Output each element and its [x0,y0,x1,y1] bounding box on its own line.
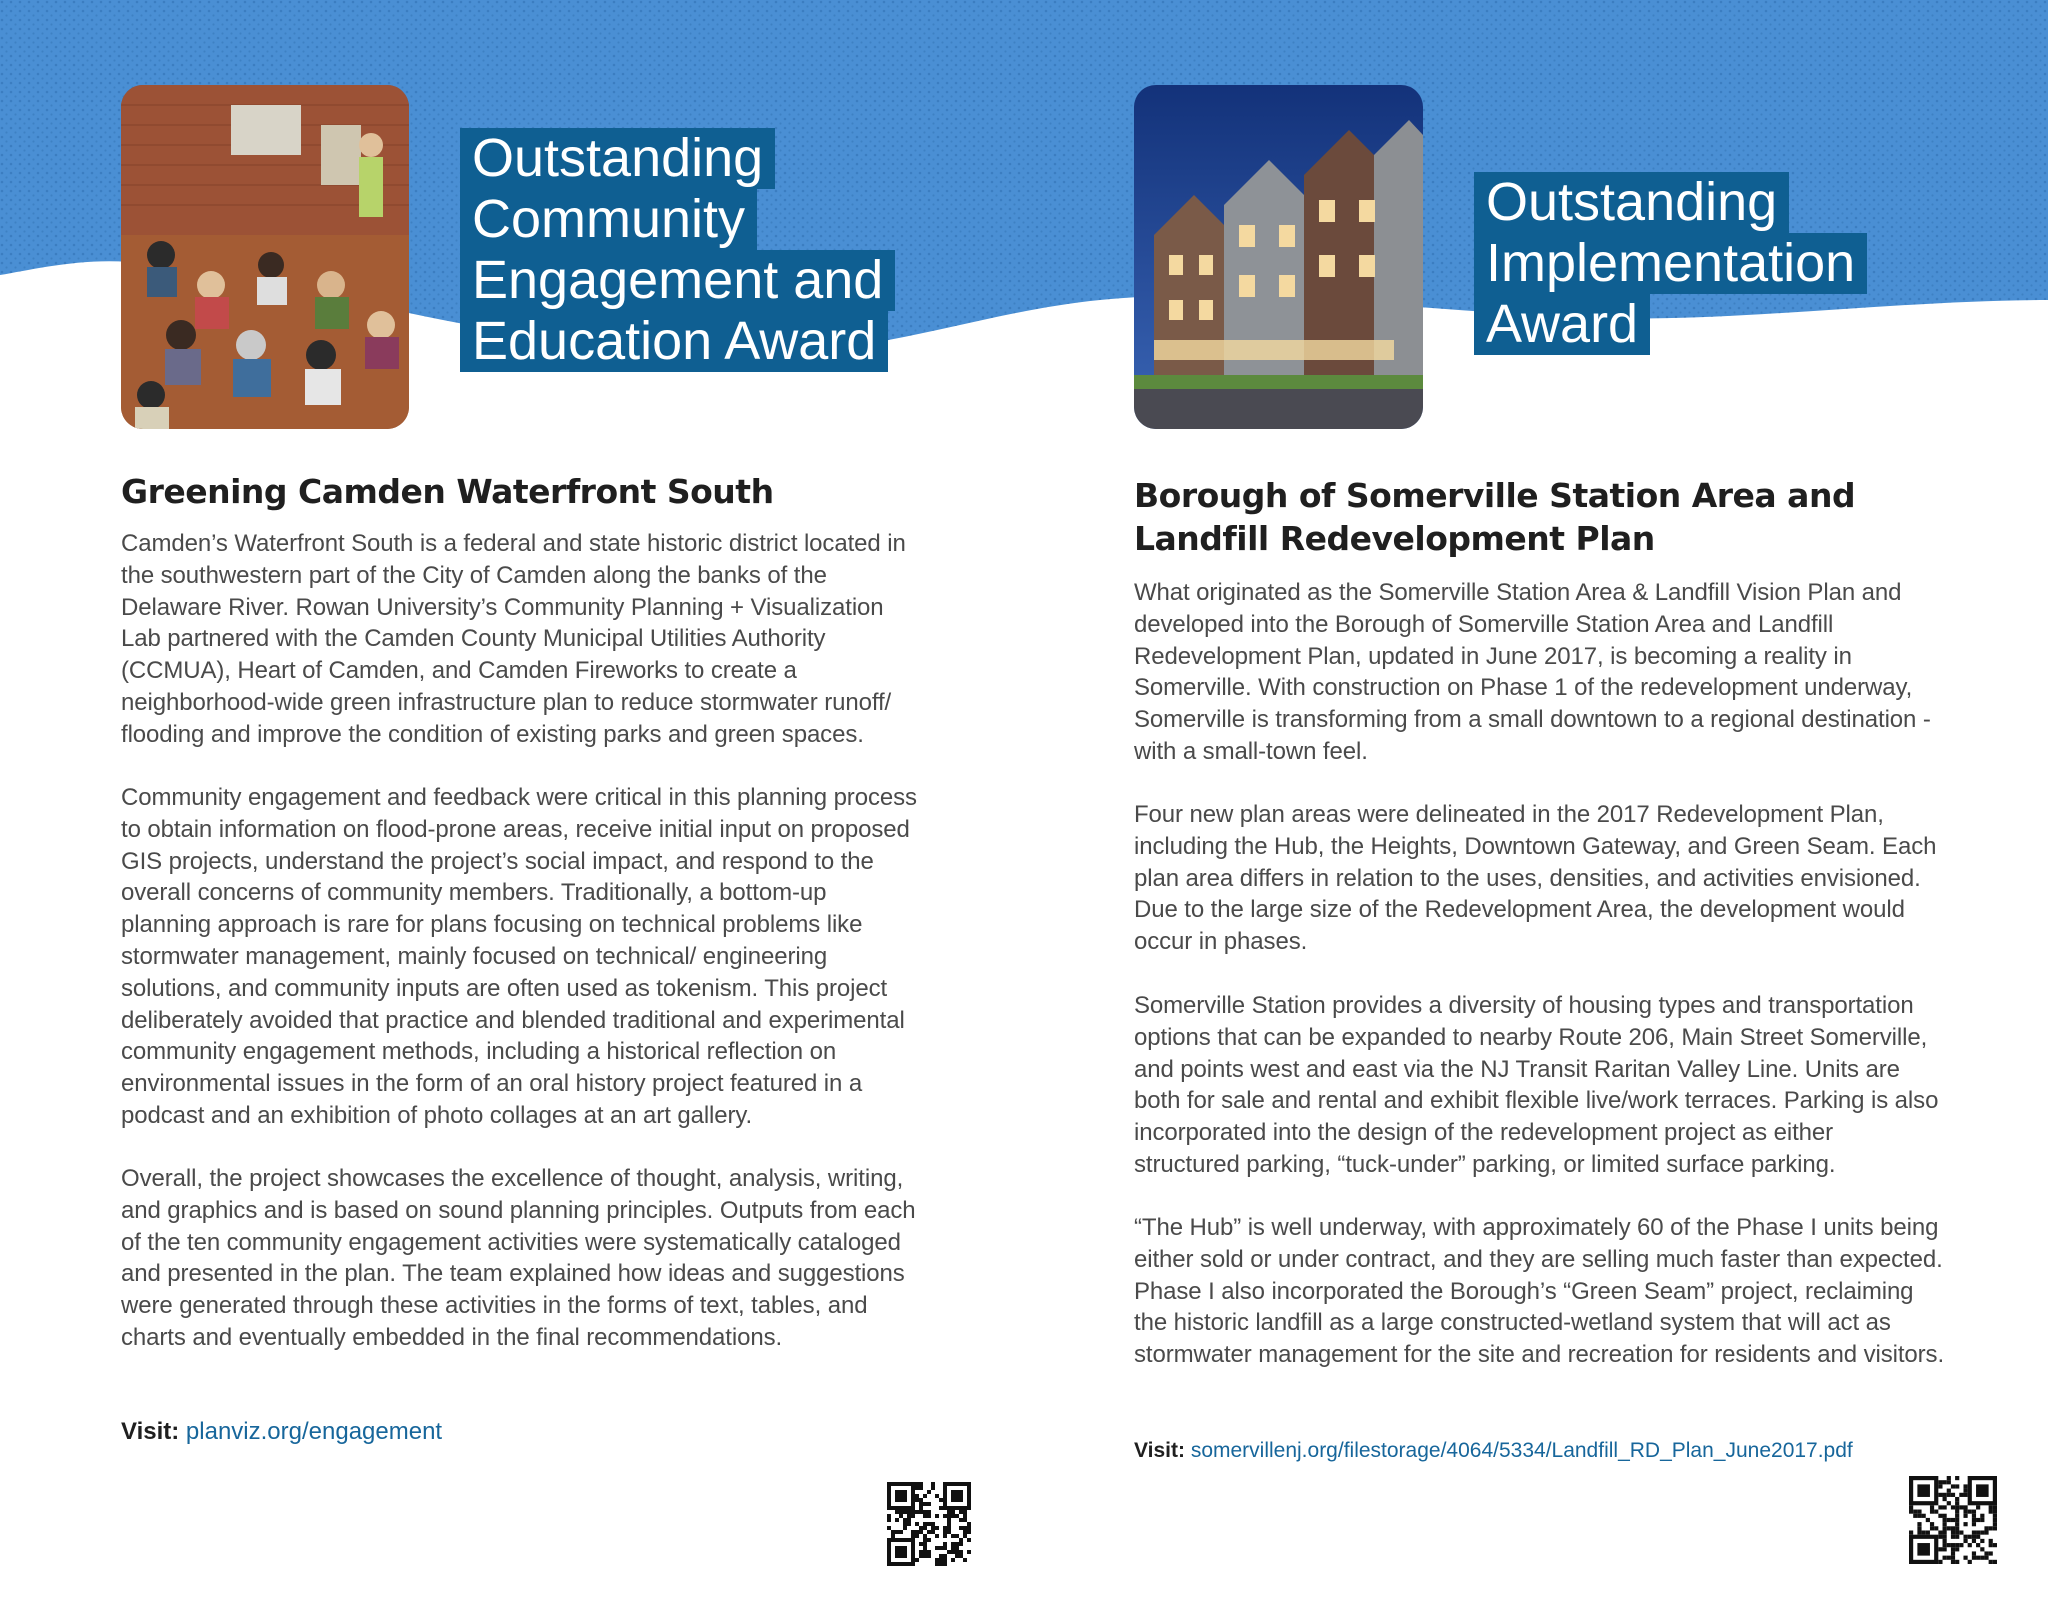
qr-code-somerville [1909,1476,1997,1564]
heading-line: Landfill Redevelopment Plan [1134,519,1655,558]
body-paragraph: Camden’s Waterfront South is a federal and state historic district located in the southwestern part of the City of Camden along the banks of the Delaware River. Rowan University’s Community Planning + Visualization Lab partnered with the Camden County Municipal Utilities Authority (CCMUA), Heart of Camden, and Camden Fireworks to create a neighborhood-wide green infrastructure plan to reduce stormwater runoff/ flooding and improve the condition of existing parks and green spaces. [121,530,906,748]
townhouses-photo [1134,85,1423,429]
article-heading-somerville [1134,474,1855,560]
award-title-line: Engagement and [460,250,895,311]
award-title-line: Outstanding [1474,172,1789,233]
body-paragraph: Overall, the project showcases the excellence of thought, analysis, writing, and graphics and is based on sound planning principles. Outputs from each of the ten community engagement activities were systematically cataloged and presented in the plan. The team explained how ideas and suggestions were generated through these activities in the forms of text, tables, and charts and eventually embedded in the final recommendations. [121,1165,916,1351]
visit-link-engagement[interactable]: planviz.org/engagement [185,1418,443,1445]
community-meeting-photo [121,85,409,429]
award-title-line: Education Award [460,311,888,372]
award-title-line: Award [1474,294,1650,355]
visit-link-somerville[interactable]: somervillenj.org/filestorage/4064/5334/Landfill_RD_Plan_June2017.pdf [1190,1439,1853,1462]
visit-line-engagement [121,1416,442,1448]
body-paragraph: What originated as the Somerville Station Area & Landfill Vision Plan and developed into the Borough of Somerville Station Area and Landfill Redevelopment Plan, updated in June 2017, is becoming a reality in Somerville. With construction on Phase 1 of the redevelopment underway, Somerville is transforming from a small downtown to a regional destination - with a small-town feel. [1134,579,1931,765]
body-paragraph: Four new plan areas were delineated in the 2017 Redevelopment Plan, including the Hub, the Heights, Downtown Gateway, and Green Seam. Each plan area differs in relation to the uses, densities, and activities envisioned. Due to the large size of the Redevelopment Area, the development would occur in phases. [1134,801,1937,956]
award-title-implementation [1474,172,1867,355]
award-title-line: Implementation [1474,233,1867,294]
body-paragraph: Somerville Station provides a diversity of housing types and transportation options that can be expanded to nearby Route 206, Main Street Somerville, and points west and east via the NJ Transit Raritan Valley Line. Units are both for sale and rental and exhibit flexible live/work terraces. Parking is also incorporated into the design of the redevelopment project as either structured parking, “tuck-under” parking, or limited surface parking. [1134,992,1939,1178]
award-title-engagement [460,128,895,372]
qr-code-engagement [887,1482,971,1566]
visit-label: Visit: [1134,1439,1185,1462]
heading-line: Borough of Somerville Station Area and [1134,476,1856,515]
visit-line-somerville [1134,1435,1853,1467]
body-paragraph: “The Hub” is well underway, with approximately 60 of the Phase I units being either sold or under contract, and they are selling much faster than expected. Phase I also incorporated the Borough’s “Green Seam” project, reclaiming the historic landfill as a large constructed-wetland system that will act as stormwater management for the site and recreation for residents and visitors. [1134,1214,1945,1369]
article-heading-camden: Greening Camden Waterfront South [121,472,774,511]
body-paragraph: Community engagement and feedback were critical in this planning process to obtain information on flood-prone areas, receive initial input on proposed GIS projects, understand the project’s social impact, and respond to the overall concerns of community members. Traditionally, a bottom-up planning approach is rare for plans focusing on technical problems like stormwater management, mainly focused on technical/ engineering solutions, and community inputs are often used as tokenism. This project deliberately avoided that practice and blended traditional and experimental community engagement methods, including a historical reflection on environmental issues in the form of an oral history project featured in a podcast and an exhibition of photo collages at an art gallery. [121,784,917,1129]
award-title-line: Community [460,189,757,250]
visit-label: Visit: [121,1418,180,1445]
award-title-line: Outstanding [460,128,775,189]
